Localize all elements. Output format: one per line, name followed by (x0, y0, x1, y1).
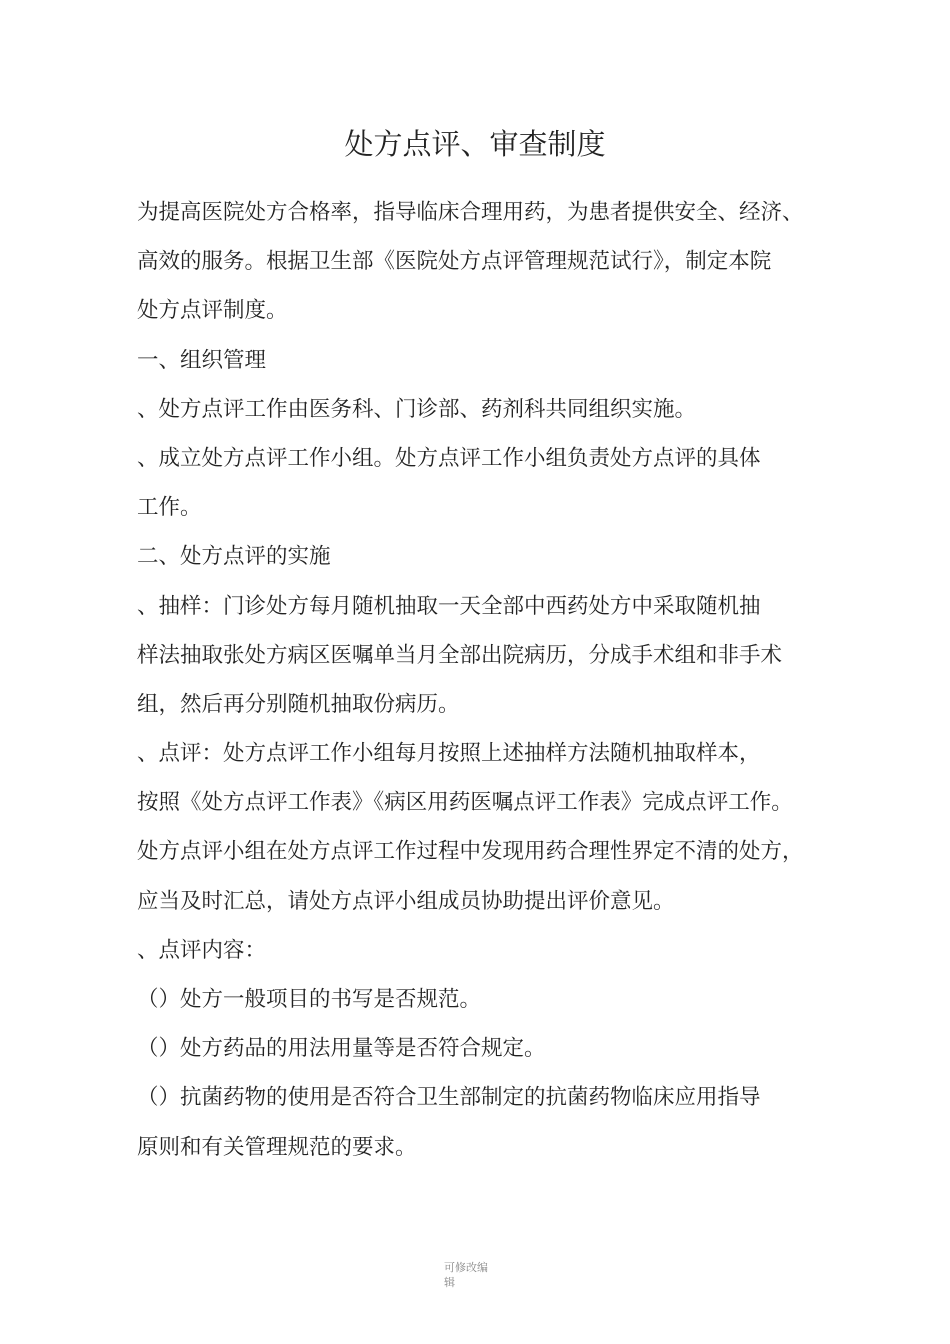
body-line: 应当及时汇总，请处方点评小组成员协助提出评价意见。 (137, 888, 675, 914)
body-line: 按照《处方点评工作表》《病区用药医嘱点评工作表》完成点评工作。 (137, 790, 793, 816)
body-line: 工作。 (137, 495, 202, 521)
section-heading-organization: 一、组织管理 (137, 347, 267, 373)
body-line: 处方点评制度。 (137, 298, 288, 324)
section-heading-implementation: 二、处方点评的实施 (137, 544, 331, 570)
body-line: 、点评内容： (137, 937, 267, 963)
body-line: 组，然后再分别随机抽取份病历。 (137, 691, 460, 717)
body-line: 、点评：处方点评工作小组每月按照上述抽样方法随机抽取样本， (137, 741, 761, 767)
body-line: 、处方点评工作由医务科、门诊部、药剂科共同组织实施。 (137, 396, 697, 422)
footer-line: 辑 (444, 1276, 455, 1289)
body-line: 为提高医院处方合格率，指导临床合理用药，为患者提供安全、经济、 (137, 200, 804, 225)
body-line: 样法抽取张处方病区医嘱单当月全部出院病历，分成手术组和非手术 (137, 642, 783, 668)
body-line: 、抽样：门诊处方每月随机抽取一天全部中西药处方中采取随机抽 (137, 593, 761, 619)
body-line: （）处方药品的用法用量等是否符合规定。 (137, 1036, 546, 1062)
body-line: （）抗菌药物的使用是否符合卫生部制定的抗菌药物临床应用指导 (137, 1085, 761, 1111)
body-line: 处方点评小组在处方点评工作过程中发现用药合理性界定不清的处方， (137, 839, 804, 865)
body-line: 高效的服务。根据卫生部《医院处方点评管理规范试行》，制定本院 (137, 249, 772, 275)
footer-line: 可修改编 (444, 1261, 488, 1274)
body-line: 原则和有关管理规范的要求。 (137, 1134, 417, 1160)
document-title: 处方点评、审查制度 (344, 127, 606, 161)
page-footer (444, 1260, 504, 1290)
body-line: （）处方一般项目的书写是否规范。 (137, 987, 482, 1012)
document-body (137, 188, 827, 1172)
body-line: 、成立处方点评工作小组。处方点评工作小组负责处方点评的具体 (137, 445, 761, 471)
